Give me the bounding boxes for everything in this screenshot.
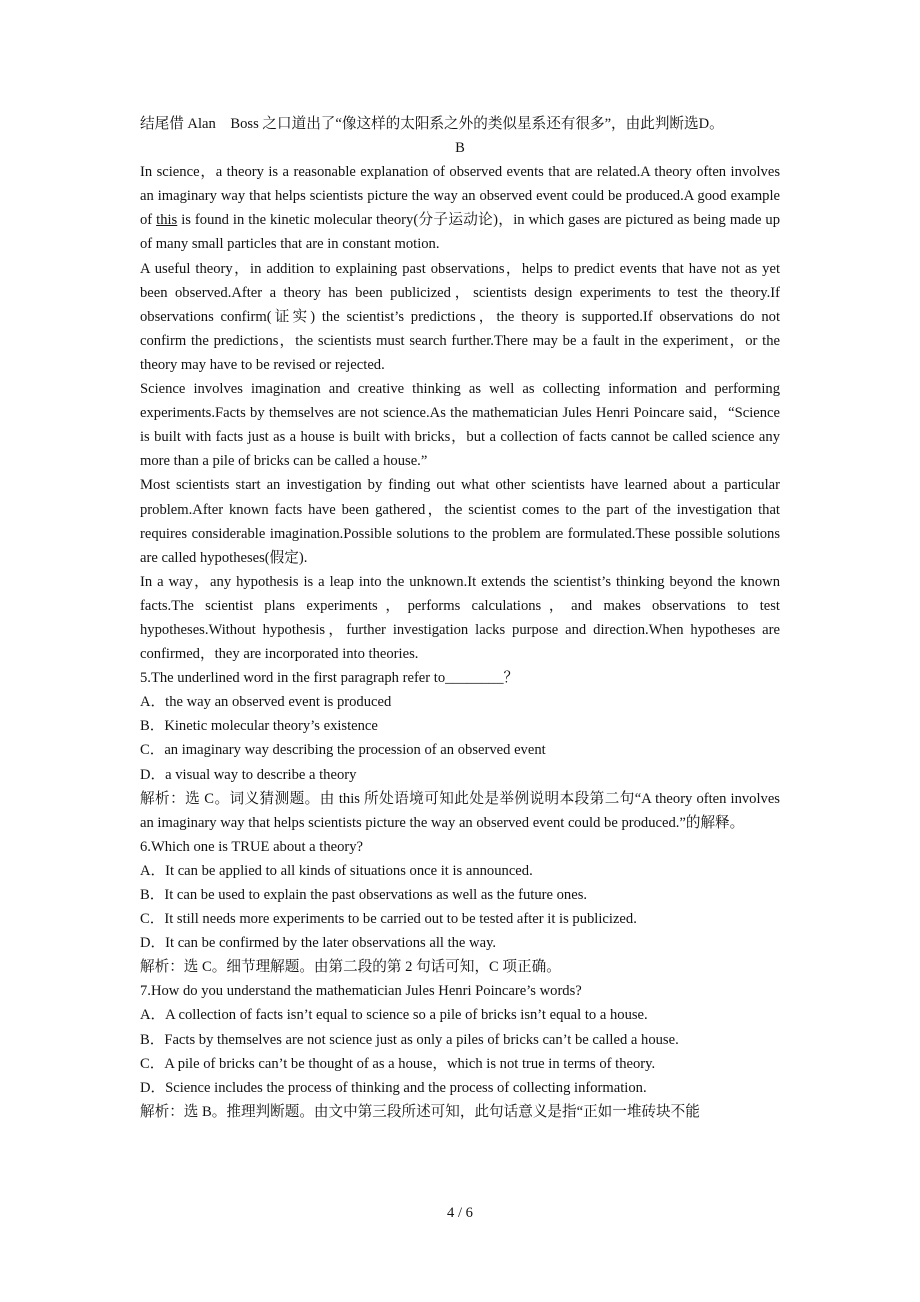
question-6-analysis: 解析：选 C。细节理解题。由第二段的第 2 句话可知，C 项正确。 — [140, 959, 561, 976]
page-number: 4 / 6 — [447, 1205, 473, 1221]
question-5-option-d: D．a visual way to describe a theory — [140, 766, 357, 783]
p1-text-before: In science，a theory is a reasonable explanation of observed events that are related.A theory often involves an imaginary way that helps scientists picture the way an observed event could be produced.A good example of — [140, 164, 780, 229]
question-7-option-a: A．A collection of facts isn’t equal to science so a pile of bricks isn’t equal to a house. — [140, 1007, 648, 1024]
section-label: B — [455, 140, 465, 157]
underlined-word: this — [156, 212, 178, 229]
question-6-stem: 6.Which one is TRUE about a theory? — [140, 838, 364, 855]
passage-paragraph-5: In a way，any hypothesis is a leap into the unknown.It extends the scientist’s thinking beyond the known facts.The scientist plans experiments，performs calculations，and makes observations to test hypotheses.Without hypothesis，further investigation lacks purpose and direction.When hypotheses are confirmed，they are incorporated into theories. — [140, 573, 780, 663]
question-6-option-d: D．It can be confirmed by the later observations all the way. — [140, 935, 497, 952]
question-7-stem: 7.How do you understand the mathematician Jules Henri Poincare’s words? — [140, 983, 582, 1000]
question-5-option-a: A．the way an observed event is produced — [140, 694, 392, 711]
question-6-option-c: C．It still needs more experiments to be carried out to be tested after it is publicized. — [140, 911, 637, 928]
passage-paragraph-3: Science involves imagination and creative thinking as well as collecting information and performing experiments.Facts by themselves are not science.As the mathematician Jules Henri Poincare said，“Science is built with facts just as a house is built with bricks，but a collection of facts cannot be called science any more than a pile of bricks can be called a house.” — [140, 381, 780, 470]
question-5-option-b: B．Kinetic molecular theory’s existence — [140, 718, 378, 735]
document-page — [140, 112, 780, 1124]
question-6-option-b: B．It can be used to explain the past observations as well as the future ones. — [140, 887, 588, 903]
question-7-option-d: D．Science includes the process of thinking and the process of collecting information. — [140, 1079, 647, 1096]
p1-text-after: is found in the kinetic molecular theory(分子运动论)，in which gases are pictured as being made up of many small particles that are in constant motion. — [140, 212, 780, 253]
question-5-option-c: C．an imaginary way describing the procession of an observed event — [140, 742, 546, 759]
passage-paragraph-1 — [140, 160, 780, 256]
question-7-option-b: B．Facts by themselves are not science just as only a piles of bricks can’t be called a house. — [140, 1031, 679, 1048]
question-6-option-a: A．It can be applied to all kinds of situations once it is announced. — [140, 862, 533, 879]
question-5-analysis: 解析：选 C。词义猜测题。由 this 所处语境可知此处是举例说明本段第二句“A theory often involves an imaginary way that helps scientists picture the way an observed event could be produced.”的解释。 — [140, 790, 780, 831]
passage-paragraph-2: A useful theory，in addition to explaining past observations，helps to predict events that have not as yet been observed.After a theory has been publicized，scientists design experiments to test the theory.If observations confirm(证实) the scientist’s predictions，the theory is supported.If observations do not confirm the predictions，the scientists must search further.There may be a fault in the experiment，or the theory may have to be revised or rejected. — [140, 260, 780, 373]
question-5-stem: 5.The underlined word in the first paragraph refer to________？ — [140, 670, 519, 687]
question-7-option-c: C．A pile of bricks can’t be thought of as a house，which is not true in terms of theory. — [140, 1055, 656, 1072]
intro-note: 结尾借 Alan Boss 之口道出了“像这样的太阳系之外的类似星系还有很多”，由此判断选D。 — [140, 116, 724, 132]
question-7-analysis: 解析：选 B。推理判断题。由文中第三段所述可知，此句话意义是指“正如一堆砖块不能 — [140, 1103, 700, 1120]
passage-paragraph-4: Most scientists start an investigation by finding out what other scientists have learned about a particular problem.After known facts have been gathered，the scientist comes to the part of the investigation that requires considerable imagination.Possible solutions to the problem are formulated.These possible solutions are called hypotheses(假定). — [140, 477, 780, 566]
